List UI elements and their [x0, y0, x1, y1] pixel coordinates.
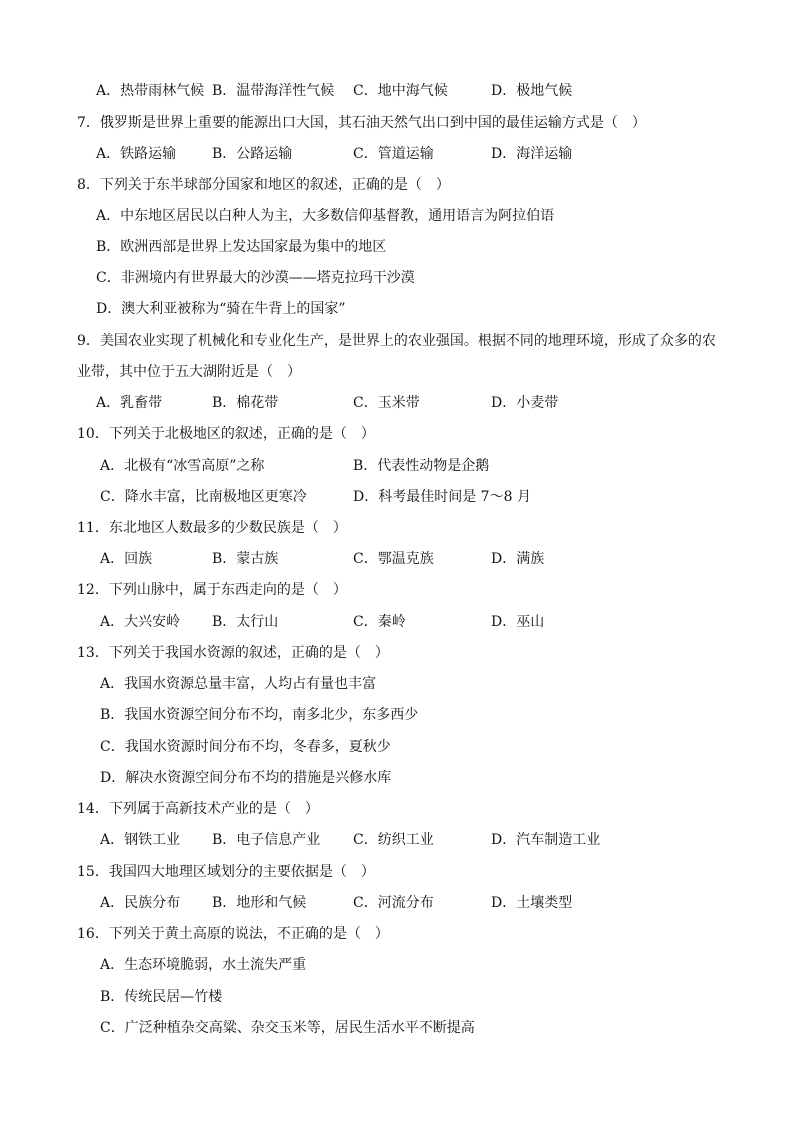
q14-option-d[interactable]: D．汽车制造工业 [491, 832, 601, 848]
q11-option-c[interactable]: C．鄂温克族 [353, 551, 434, 567]
q7-option-b[interactable]: B．公路运输 [212, 146, 293, 162]
q16-stem: 16．下列关于黄土高原的说法，不正确的是（ ） [77, 926, 389, 942]
q13-option-b[interactable]: B．我国水资源空间分布不均，南多北少，东多西少 [100, 707, 419, 723]
q15-stem: 15．我国四大地理区域划分的主要依据是（ ） [77, 864, 375, 880]
q16-option-c[interactable]: C．广泛种植杂交高粱、杂交玉米等，居民生活水平不断提高 [100, 1020, 475, 1036]
q13-option-d[interactable]: D．解决水资源空间分布不均的措施是兴修水库 [100, 770, 392, 786]
q11-option-a[interactable]: A．回族 [100, 551, 153, 567]
q6-option-a[interactable]: A．热带雨林气候 [96, 83, 205, 99]
q12-option-d[interactable]: D．巫山 [491, 614, 545, 630]
q10-option-b[interactable]: B．代表性动物是企鹅 [353, 458, 490, 474]
q8-option-c[interactable]: C．非洲境内有世界最大的沙漠——塔克拉玛干沙漠 [96, 270, 415, 286]
q12-option-a[interactable]: A．大兴安岭 [100, 614, 181, 630]
q11-option-d[interactable]: D．满族 [491, 551, 545, 567]
q9-option-a[interactable]: A．乳畜带 [96, 395, 163, 411]
q13-stem: 13．下列关于我国水资源的叙述，正确的是（ ） [77, 645, 389, 661]
q8-option-d[interactable]: D．澳大利亚被称为“骑在牛背上的国家” [96, 301, 346, 317]
q14-option-c[interactable]: C．纺织工业 [353, 832, 434, 848]
q16-option-a[interactable]: A．生态环境脆弱，水土流失严重 [100, 957, 307, 973]
q7-stem: 7．俄罗斯是世界上重要的能源出口大国，其石油天然气出口到中国的最佳运输方式是（ ） [77, 115, 646, 131]
q11-option-b[interactable]: B．蒙古族 [212, 551, 279, 567]
q9-stem-line-1: 9．美国农业实现了机械化和专业化生产，是世界上的农业强国。根据不同的地理环境，形成了众多的农 [77, 333, 716, 349]
q6-option-c[interactable]: C．地中海气候 [353, 83, 448, 99]
q10-option-a[interactable]: A．北极有“冰雪高原”之称 [100, 458, 265, 474]
q14-option-b[interactable]: B．电子信息产业 [212, 832, 321, 848]
q6-option-d[interactable]: D．极地气候 [491, 83, 573, 99]
q12-option-c[interactable]: C．秦岭 [353, 614, 406, 630]
q15-option-c[interactable]: C．河流分布 [353, 895, 434, 911]
q11-stem: 11．东北地区人数最多的少数民族是（ ） [77, 520, 347, 536]
q13-option-a[interactable]: A．我国水资源总量丰富，人均占有量也丰富 [100, 676, 377, 692]
q9-option-b[interactable]: B．棉花带 [212, 395, 279, 411]
q15-option-d[interactable]: D．土壤类型 [491, 895, 573, 911]
q9-option-c[interactable]: C．玉米带 [353, 395, 420, 411]
q14-stem: 14．下列属于高新技术产业的是（ ） [77, 801, 319, 817]
q14-option-a[interactable]: A．钢铁工业 [100, 832, 181, 848]
q9-stem-line-2: 业带，其中位于五大湖附近是（ ） [77, 364, 301, 380]
q7-option-a[interactable]: A．铁路运输 [96, 146, 177, 162]
q15-option-b[interactable]: B．地形和气候 [212, 895, 307, 911]
q6-option-b[interactable]: B．温带海洋性气候 [212, 83, 335, 99]
q12-stem: 12．下列山脉中，属于东西走向的是（ ） [77, 582, 347, 598]
q10-stem: 10．下列关于北极地区的叙述，正确的是（ ） [77, 426, 375, 442]
q12-option-b[interactable]: B．太行山 [212, 614, 279, 630]
q8-option-a[interactable]: A．中东地区居民以白种人为主，大多数信仰基督教，通用语言为阿拉伯语 [96, 208, 555, 224]
q7-option-d[interactable]: D．海洋运输 [491, 146, 573, 162]
q13-option-c[interactable]: C．我国水资源时间分布不均，冬春多，夏秋少 [100, 739, 391, 755]
q15-option-a[interactable]: A．民族分布 [100, 895, 181, 911]
q10-option-c[interactable]: C．降水丰富，比南极地区更寒冷 [100, 489, 307, 505]
q8-option-b[interactable]: B．欧洲西部是世界上发达国家最为集中的地区 [96, 239, 387, 255]
q10-option-d[interactable]: D．科考最佳时间是 7～8 月 [353, 489, 531, 505]
q9-option-d[interactable]: D．小麦带 [491, 395, 559, 411]
q7-option-c[interactable]: C．管道运输 [353, 146, 434, 162]
q16-option-b[interactable]: B．传统民居—竹楼 [100, 989, 223, 1005]
q8-stem: 8．下列关于东半球部分国家和地区的叙述，正确的是（ ） [77, 177, 450, 193]
